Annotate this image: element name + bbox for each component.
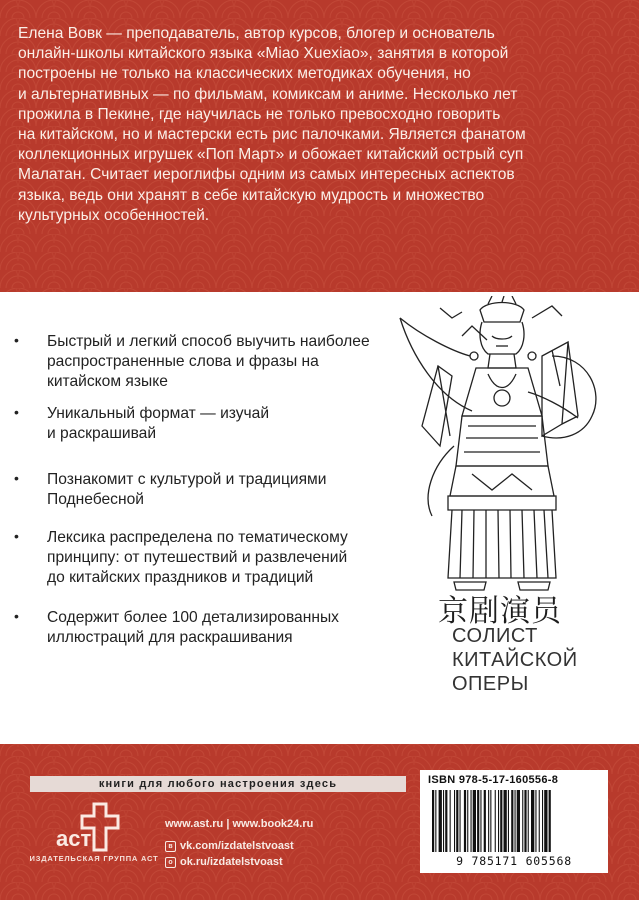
ean-number: 9 785171 605568 — [456, 854, 572, 868]
barcode-bar — [544, 790, 547, 852]
vk-link-text: vk.com/izdatelstvoast — [180, 840, 294, 852]
barcode-bar — [495, 790, 496, 852]
barcode-bar — [515, 790, 516, 852]
barcode-box — [420, 770, 608, 873]
barcode-bar — [432, 790, 434, 852]
bullet: • — [14, 608, 19, 624]
tagline-bar: книги для любого настроения здесь — [30, 776, 406, 792]
barcode-bar — [500, 790, 502, 852]
content-panel — [0, 292, 639, 744]
barcode-bar — [528, 790, 529, 852]
barcode-bar — [484, 790, 486, 852]
barcode-bar — [473, 790, 476, 852]
bullet: • — [14, 528, 19, 544]
barcode-bar — [511, 790, 513, 852]
barcode-bar — [539, 790, 540, 852]
barcode-bar — [490, 790, 491, 852]
barcode-bar — [535, 790, 536, 852]
feature-text: Содержит более 100 детализированных иллюстраций для раскрашивания — [47, 609, 339, 646]
barcode-bar — [508, 790, 509, 852]
barcode-bar — [460, 790, 461, 852]
barcode-bar — [517, 790, 520, 852]
vk-icon: в — [165, 841, 176, 852]
barcode-bar — [456, 790, 458, 852]
barcode-bar — [464, 790, 466, 852]
barcode-bar — [542, 790, 543, 852]
barcode-bar — [454, 790, 455, 852]
barcode-icon — [432, 790, 596, 852]
feature-text: Лексика распределена по тематическому принципу: от путешествий и развлечений до китайских праздников и традиций — [47, 529, 348, 586]
barcode-bar — [467, 790, 468, 852]
barcode-bar — [443, 790, 444, 852]
barcode-bar — [439, 790, 442, 852]
ok-link-text: ok.ru/izdatelstvoast — [180, 856, 283, 868]
author-bio: Елена Вовк — преподаватель, автор курсов, блогер и основатель онлайн-школы китайского языка «Miao Xuexiao», занятия в которой построены не только на классических методиках обучения, но и альтернативных — по фильмам, комиксам и аниме. Несколько лет прожила в Пекине, где научилась не только превосходно говорить на китайском, но и мастерски есть рис палочками. Является фанатом коллекционных игрушек «Поп Март» и обожает китайский острый суп Малатан. Считает иероглифы одним из самых интересных аспектов языка, ведь они хранят в себе китайскую мудрость и множество культурных особенностей. — [18, 25, 526, 224]
feature-text: Познакомит с культурой и традициями Поднебесной — [47, 471, 327, 508]
opera-title-russian: СОЛИСТ КИТАЙСКОЙ ОПЕРЫ — [452, 625, 578, 695]
barcode-bar — [531, 790, 534, 852]
barcode-bar — [435, 790, 436, 852]
isbn-text: ISBN 978-5-17-160556-8 — [428, 774, 559, 786]
barcode-bar — [477, 790, 479, 852]
website-links[interactable]: www.ast.ru | www.book24.ru — [165, 818, 314, 830]
ast-logo-icon — [50, 800, 136, 852]
barcode-bar — [488, 790, 489, 852]
publisher-name: ИЗДАТЕЛЬСКАЯ ГРУППА АСТ — [29, 854, 159, 863]
barcode-bar — [480, 790, 481, 852]
bullet: • — [14, 332, 19, 348]
barcode-bar — [445, 790, 447, 852]
barcode-bar — [524, 790, 526, 852]
feature-text: Быстрый и легкий способ выучить наиболее распространенные слова и фразы на китайском языке — [47, 333, 370, 390]
ok-icon: о — [165, 857, 176, 868]
barcode-bar — [450, 790, 451, 852]
logo-text: аст — [56, 826, 92, 851]
barcode-bar — [549, 790, 551, 852]
opera-title-chinese: 京剧演员 — [438, 594, 562, 629]
bullet: • — [14, 470, 19, 486]
bullet: • — [14, 404, 19, 420]
barcode-bar — [504, 790, 507, 852]
barcode-bar — [471, 790, 472, 852]
publisher-block — [24, 800, 164, 870]
barcode-bar — [522, 790, 523, 852]
barcode-bar — [498, 790, 499, 852]
feature-text: Уникальный формат — изучай и раскрашивай — [47, 405, 270, 442]
opera-singer-illustration — [392, 296, 622, 592]
